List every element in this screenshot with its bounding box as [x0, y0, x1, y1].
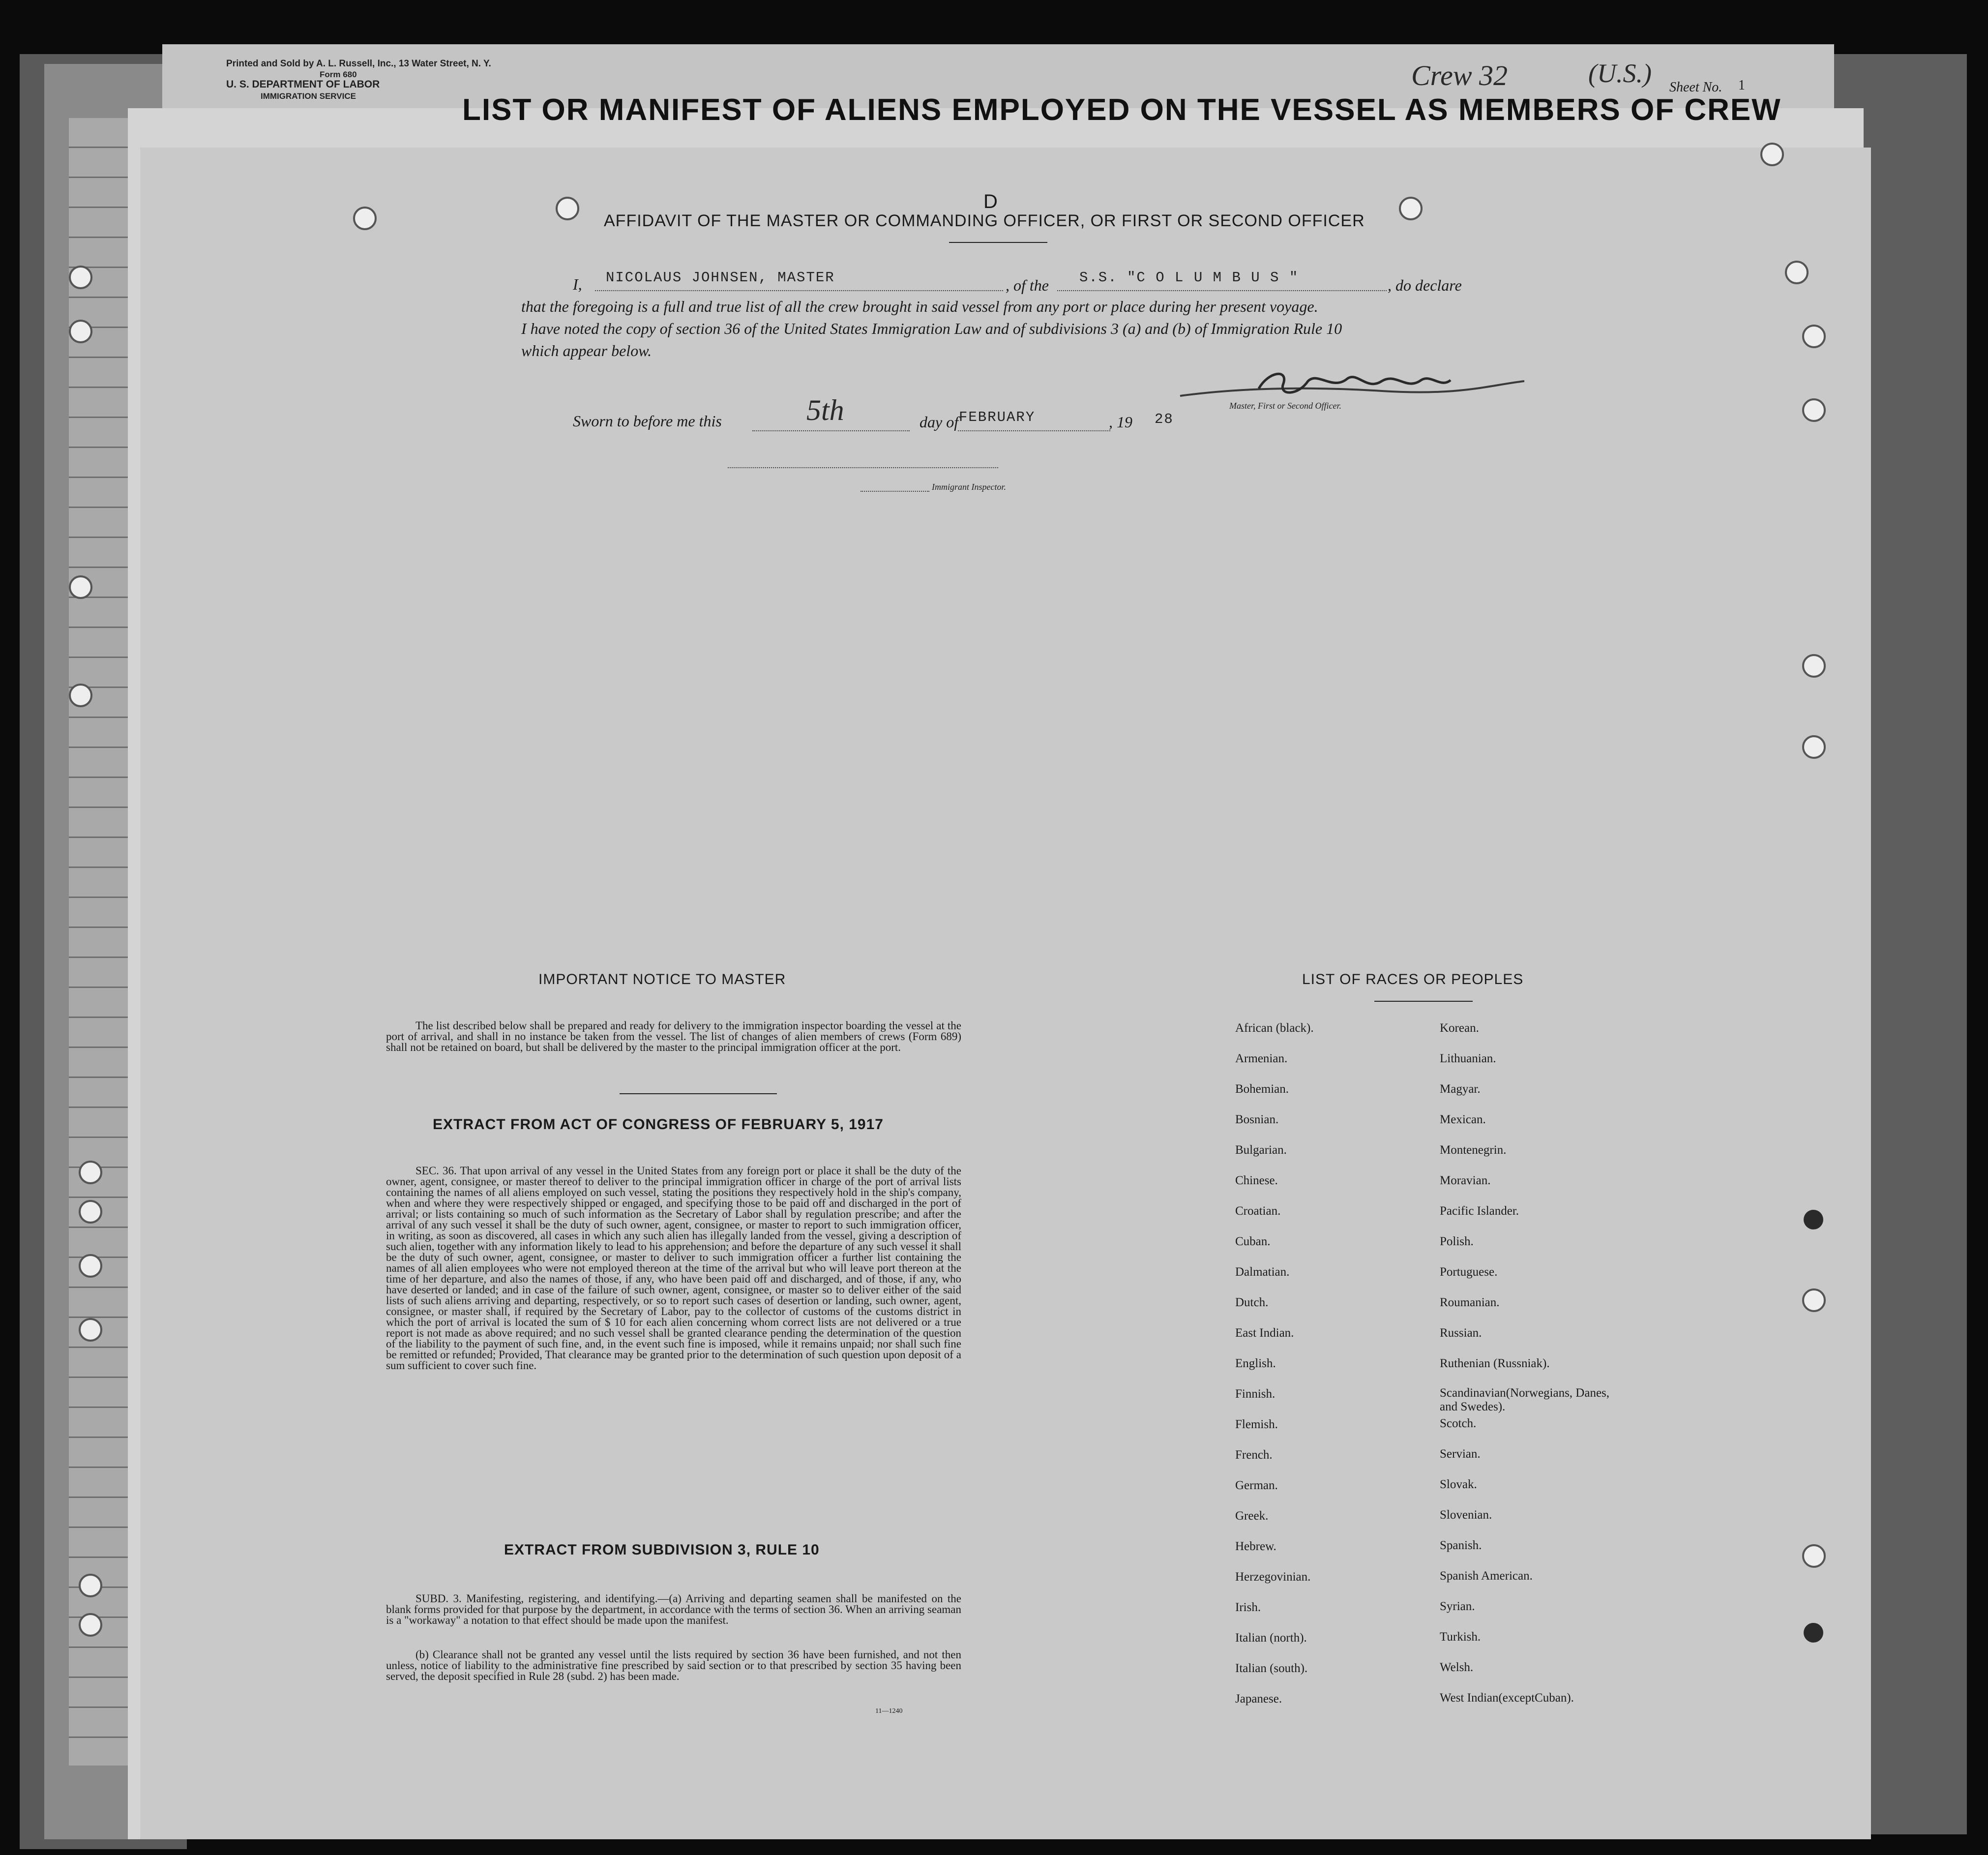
notice-title: IMPORTANT NOTICE TO MASTER [538, 971, 786, 987]
race-item: Spanish. [1440, 1539, 1482, 1552]
race-item: Mexican. [1440, 1113, 1486, 1126]
manifest-title: LIST OR MANIFEST OF ALIENS EMPLOYED ON THE VESSEL AS MEMBERS OF CREW [462, 93, 1781, 127]
race-item: Finnish. [1235, 1387, 1276, 1401]
affidavit-i: I, [573, 275, 582, 293]
race-item: Lithuanian. [1440, 1052, 1496, 1065]
binder-hole [69, 684, 92, 707]
race-item: Polish. [1440, 1235, 1474, 1248]
punch-hole [353, 207, 377, 230]
form-code: 11—1240 [875, 1707, 903, 1715]
races-title-rule [1374, 1001, 1473, 1002]
race-item: Korean. [1440, 1021, 1479, 1035]
punch-hole [1399, 197, 1423, 220]
race-item: Greek. [1235, 1509, 1269, 1523]
punch-hole-dark [1804, 1623, 1823, 1643]
notice-text: The list described below shall be prepared and ready for delivery to the immigration inspector boarding the vessel at the port of arrival, and shall in no instance be taken from the vessel. The list of changes of alien members of crews (Form 689) shall not be retained on board, but shall be delivered by the master to the principal immigration officer at the port. [386, 1019, 961, 1053]
race-item: Ruthenian (Russniak). [1440, 1357, 1550, 1370]
race-item: East Indian. [1235, 1326, 1294, 1340]
sheet-number-label: Sheet No. [1669, 80, 1722, 95]
extract2-text-a: SUBD. 3. Manifesting, registering, and identifying.—(a) Arriving and departing seamen shall be manifested on the blank forms provided for that purpose by the department, in accordance with the terms of section 36. When an arriving seaman is a "workaway" a notation to that effect should be made upon the manifest. [386, 1592, 961, 1626]
race-item: Magyar. [1440, 1082, 1481, 1096]
do-declare-label: , do declare [1388, 276, 1462, 294]
race-item: Moravian. [1440, 1174, 1491, 1187]
race-item: Bulgarian. [1235, 1143, 1287, 1157]
race-item: Servian. [1440, 1447, 1481, 1461]
race-item: Hebrew. [1235, 1540, 1276, 1553]
form-number: Form 680 [320, 70, 357, 79]
corner-mark: D [983, 191, 998, 212]
race-item: German. [1235, 1479, 1278, 1492]
binder-hole [79, 1574, 102, 1597]
punch-hole [1802, 1288, 1826, 1312]
race-item: Pacific Islander. [1440, 1204, 1519, 1218]
extract2-text-b: (b) Clearance shall not be granted any vessel until the lists required by section 36 have been furnished, and not then unless, notice of liability to the administrative fine prescribed by said section or to that prescribed by section 35 having been served, the deposit specified in Rule 28 (subd. 2) has been made. [386, 1648, 961, 1682]
sworn-day: 5th [806, 394, 844, 426]
inspector-line [728, 467, 998, 468]
race-item: Turkish. [1440, 1630, 1481, 1644]
sworn-month: FEBRUARY [959, 409, 1036, 425]
race-item: Herzegovinian. [1235, 1570, 1311, 1584]
signature-caption: Master, First or Second Officer. [1229, 401, 1341, 411]
races-title: LIST OF RACES OR PEOPLES [1302, 971, 1524, 987]
vessel-name: S.S. "C O L U M B U S " [1079, 269, 1299, 286]
race-item: Armenian. [1235, 1052, 1288, 1065]
race-item: Dalmatian. [1235, 1265, 1290, 1279]
binder-hole [79, 1161, 102, 1184]
race-item: French. [1235, 1448, 1273, 1462]
inspector-line-short [860, 491, 929, 492]
manifest-title-clip [462, 92, 1781, 127]
affidavit-title-rule [949, 242, 1047, 243]
race-item: Spanish American. [1440, 1569, 1533, 1583]
race-item: Chinese. [1235, 1174, 1278, 1187]
punch-hole-dark [1804, 1210, 1823, 1229]
punch-hole [1802, 398, 1826, 422]
race-item: Croatian. [1235, 1204, 1281, 1218]
master-signature [1175, 361, 1529, 406]
race-item: Irish. [1235, 1601, 1261, 1614]
race-item: Portuguese. [1440, 1265, 1498, 1279]
day-line [752, 430, 910, 431]
sheet-number: 1 [1738, 78, 1745, 93]
race-item: English. [1235, 1357, 1276, 1370]
race-item: Japanese. [1235, 1692, 1282, 1705]
binder-hole [69, 320, 92, 343]
race-item: Italian (south). [1235, 1662, 1308, 1675]
binder-hole [79, 1613, 102, 1637]
extract1-title: EXTRACT FROM ACT OF CONGRESS OF FEBRUARY 5, 1917 [433, 1116, 884, 1133]
year-prefix: , 19 [1109, 413, 1132, 431]
extract1-text: SEC. 36. That upon arrival of any vessel in the United States from any foreign port or place it shall be the duty of the owner, agent, consignee, or master thereof to deliver to the principal immigration officer in charge of the port of arrival lists containing the names of all aliens employed on such vessel, stating the positions they respectively hold in the ship's company, when and where they were respectively shipped or engaged, and specifying those to be paid off and discharged in the port of arrival; or lists containing so much of such information as the Secretary of Labor shall by regulation prescribe; and after the arrival of any such vessel it shall be the duty of such owner, agent, consignee, or master to report to such immigration officer, in writing, as soon as discovered, all cases in which any such alien has illegally landed from the vessel, giving a description of such alien, together with any information likely to lead to his apprehension; and before the departure of any such vessel it shall be the duty of such owner, agent, consignee, or master to deliver to such immigration officer a further list containing the names of all alien employees who were not employed thereon at the time of the arrival but who will leave port thereon at the time of her departure, and also the names of those, if any, who have been paid off and discharged, and of those, if any, who have deserted or landed; and in case of the failure of such owner, agent, consignee, or master so to deliver either of the said lists of such aliens arriving and departing, respectively, or so to report such cases of desertion or landing, such owner, agent, consignee, or master shall, if required by the Secretary of Labor, pay to the collector of customs of the customs district in which the port of arrival is located the sum of $ 10 for each alien concerning whom correct lists are not delivered or a true report is not made as above required; and no such vessel shall be granted clearance pending the determination of the question of the liability to the payment of such fine, and, in the event such fine is imposed, while it remains unpaid; nor shall such fine be remitted or refunded; Provided, That clearance may be granted prior to the determination of such question upon deposit of a sum sufficient to cover such fine. [386, 1165, 961, 1372]
sworn-year: 28 [1155, 411, 1174, 427]
race-item: Cuban. [1235, 1235, 1271, 1248]
sworn-label: Sworn to before me this [573, 412, 722, 430]
race-item: Bosnian. [1235, 1113, 1279, 1126]
master-name-line [595, 290, 1003, 291]
race-item: Slovenian. [1440, 1508, 1492, 1522]
punch-hole [1802, 1544, 1826, 1568]
race-item: Syrian. [1440, 1600, 1475, 1613]
punch-hole [1802, 735, 1826, 759]
extract2-title: EXTRACT FROM SUBDIVISION 3, RULE 10 [504, 1542, 820, 1558]
race-item: Flemish. [1235, 1418, 1278, 1431]
service-label: IMMIGRATION SERVICE [261, 91, 356, 101]
race-item: Scandinavian(Norwegians, Danes, and Swedes). [1440, 1386, 1610, 1413]
affidavit-line-3: I have noted the copy of section 36 of the United States Immigration Law and of subdivisions 3 (a) and (b) of Immigration Rule 10 [521, 320, 1342, 337]
handwritten-crew-number: Crew 32 [1411, 60, 1508, 91]
race-item: Italian (north). [1235, 1631, 1307, 1645]
inspector-caption: Immigrant Inspector. [932, 482, 1006, 492]
race-item: Roumanian. [1440, 1296, 1500, 1309]
punch-hole [1785, 261, 1809, 284]
race-item: Scotch. [1440, 1417, 1477, 1430]
punch-hole [556, 197, 579, 220]
punch-hole [1760, 143, 1784, 166]
day-of-label: day of [920, 413, 959, 431]
handwritten-us-mark: (U.S.) [1588, 59, 1652, 88]
race-item: Montenegrin. [1440, 1143, 1507, 1157]
affidavit-line-2: that the foregoing is a full and true list of all the crew brought in said vessel from any port or place during her present voyage. [521, 298, 1318, 315]
race-item: Welsh. [1440, 1661, 1474, 1674]
notice-rule [620, 1093, 777, 1094]
master-name: NICOLAUS JOHNSEN, MASTER [606, 269, 835, 286]
printer-line: Printed and Sold by A. L. Russell, Inc., 13 Water Street, N. Y. [226, 59, 491, 69]
binder-hole [79, 1200, 102, 1224]
race-item: African (black). [1235, 1021, 1314, 1035]
binder-hole [79, 1318, 102, 1342]
punch-hole [1802, 325, 1826, 348]
binder-hole [69, 266, 92, 289]
race-item: Bohemian. [1235, 1082, 1289, 1096]
race-item: Slovak. [1440, 1478, 1477, 1491]
department-label: U. S. DEPARTMENT OF LABOR [226, 79, 380, 90]
punch-hole [1802, 654, 1826, 678]
races-left-column [1235, 1021, 1422, 1723]
race-item: West Indian(exceptCuban). [1440, 1691, 1574, 1705]
of-the-label: , of the [1006, 276, 1049, 294]
binder-hole [69, 575, 92, 599]
race-item: Dutch. [1235, 1296, 1269, 1309]
binder-hole [79, 1254, 102, 1278]
race-item: Russian. [1440, 1326, 1482, 1340]
affidavit-line-4: which appear below. [521, 342, 652, 359]
month-line [958, 430, 1110, 431]
affidavit-title: AFFIDAVIT OF THE MASTER OR COMMANDING OFFICER, OR FIRST OR SECOND OFFICER [604, 211, 1365, 230]
vessel-line [1057, 290, 1387, 291]
races-right-column [1440, 1021, 1636, 1722]
